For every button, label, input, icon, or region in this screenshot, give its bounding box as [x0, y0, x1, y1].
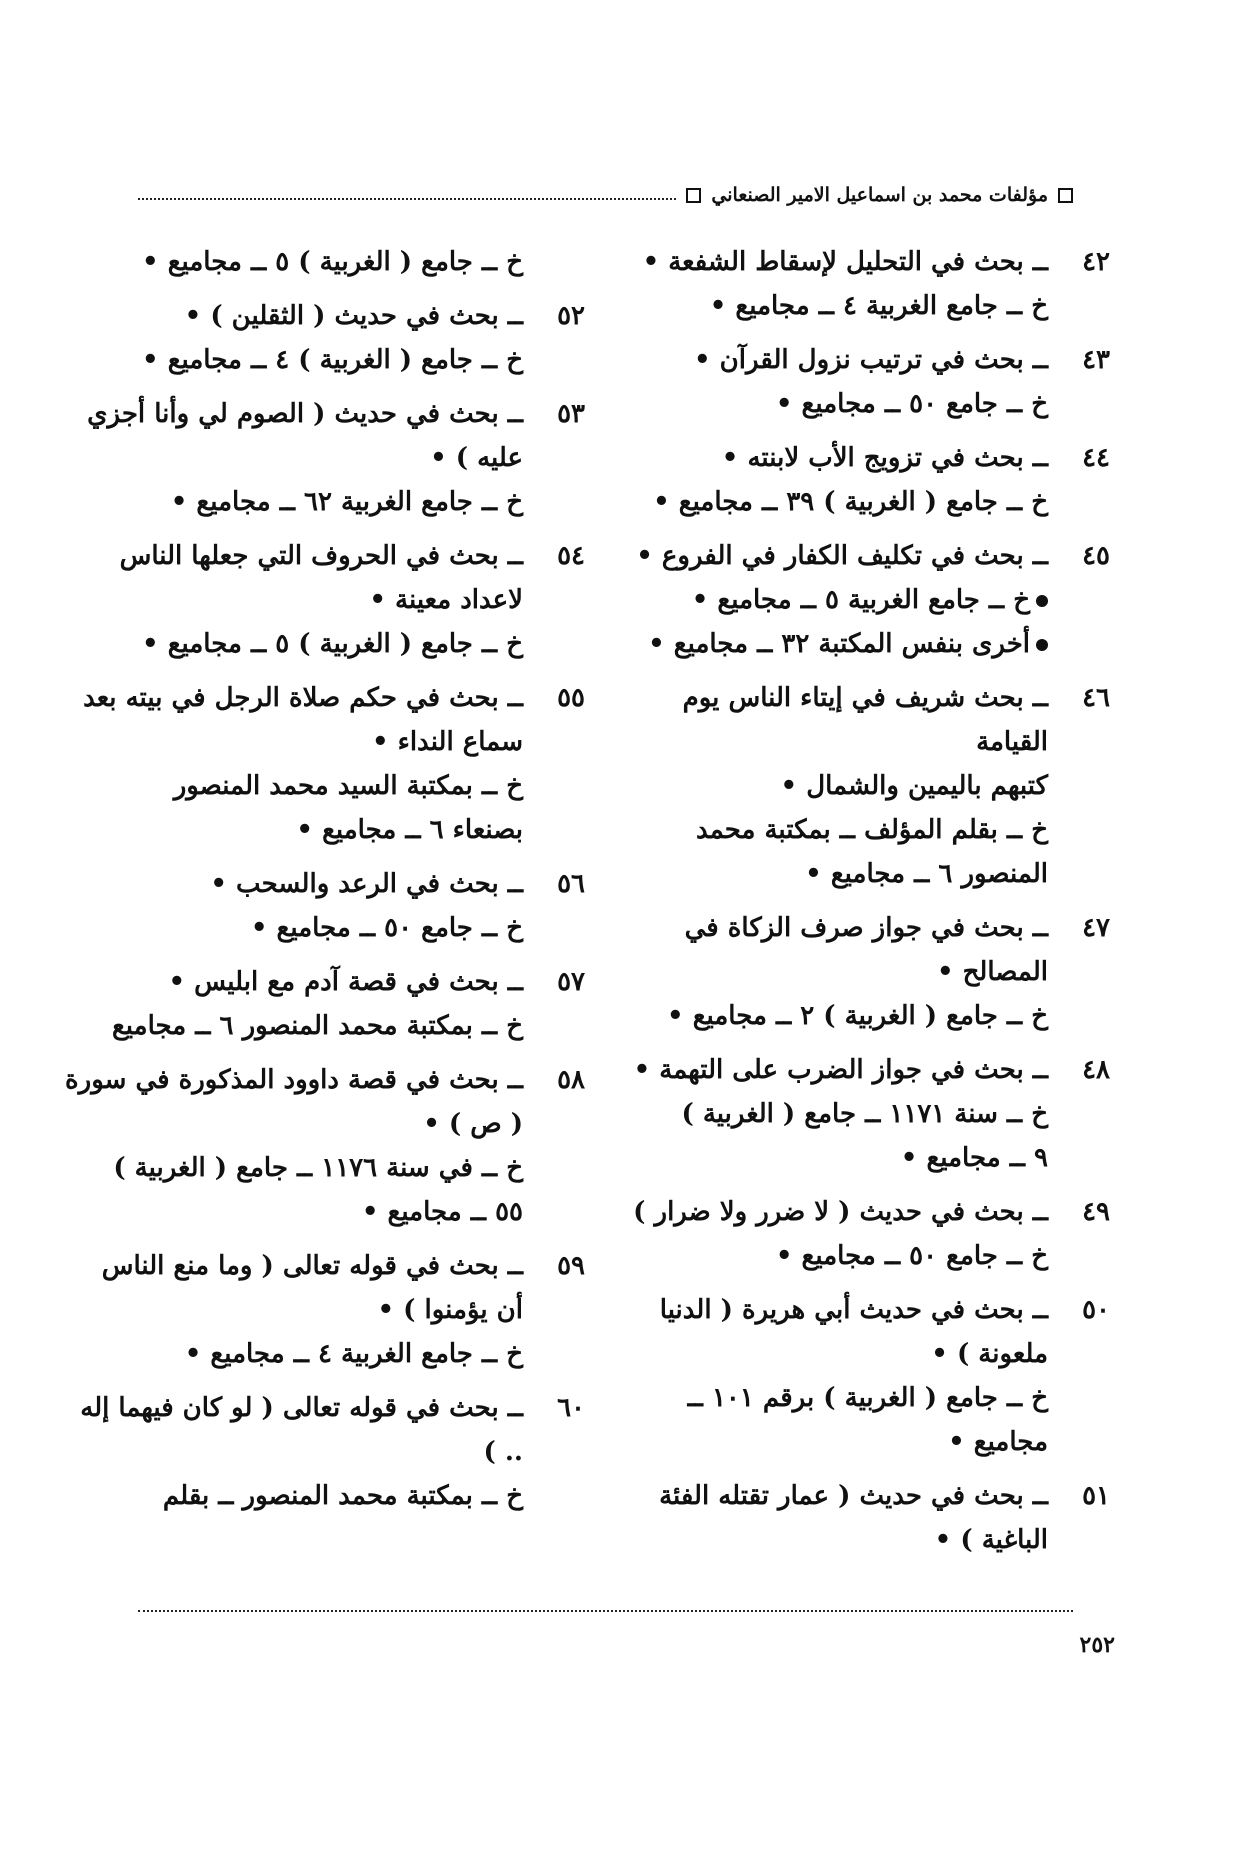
- entry-body: [65, 392, 523, 524]
- entry-manuscript-line: المنصور ٦ ــ مجاميع •: [805, 859, 1048, 889]
- entry-body: [620, 1048, 1048, 1180]
- entry-body: [620, 1288, 1048, 1464]
- entry-number: ٥٨: [557, 1065, 585, 1095]
- bibliography-entry: [620, 534, 1110, 666]
- entry-number: ٥١: [1082, 1481, 1110, 1511]
- bibliography-entry: [65, 240, 585, 284]
- entry-number: ٥٧: [557, 967, 585, 997]
- entry-manuscript-line: خ ــ بمكتبة محمد المنصور ٦ ــ مجاميع: [111, 1011, 523, 1041]
- entry-title-line: ــ بحث في قوله تعالى ( وما منع الناس: [101, 1251, 523, 1281]
- entry-title-line: ــ بحث في حديث ( الصوم لي وأنا أجزي: [87, 399, 523, 429]
- entry-body: [65, 676, 523, 852]
- entry-number: ٤٤: [1082, 443, 1110, 473]
- entry-manuscript-line: خ ــ في سنة ١١٧٦ ــ جامع ( الغربية ): [113, 1153, 523, 1183]
- entry-title-line: ملعونة ) •: [931, 1339, 1048, 1369]
- entry-body: [65, 1058, 523, 1234]
- entry-number: ٥٩: [557, 1251, 585, 1281]
- entry-body: [620, 534, 1048, 666]
- entry-title-line: ــ بحث في الحروف التي جعلها الناس: [119, 541, 523, 571]
- entry-title-line: ــ بحث في جواز صرف الزكاة في المصالح •: [684, 913, 1048, 987]
- header-dotted-rule: [138, 198, 676, 200]
- entry-manuscript-line: خ ــ بمكتبة السيد محمد المنصور: [173, 771, 523, 801]
- entry-manuscript-line: خ ــ جامع ( الغربية ) ٥ ــ مجاميع •: [142, 247, 523, 277]
- entry-number: ٤٨: [1082, 1055, 1110, 1085]
- bibliography-entry: [65, 534, 585, 666]
- entry-manuscript-line: ٥٥ ــ مجاميع •: [361, 1197, 523, 1227]
- entry-title-line: أن يؤمنوا ) •: [377, 1295, 523, 1325]
- entry-title-line: الباغية ) •: [934, 1525, 1048, 1555]
- entry-number: ٤٥: [1082, 541, 1110, 571]
- entry-body: [620, 676, 1048, 896]
- entry-manuscript-line: مجاميع •: [948, 1427, 1048, 1457]
- bullet-dot-icon: [1036, 639, 1048, 651]
- bibliography-entry: [620, 906, 1110, 1038]
- entry-title-line: كتبهم باليمين والشمال •: [780, 771, 1048, 801]
- entry-manuscript-line: خ ــ جامع الغربية ٦٢ ــ مجاميع •: [170, 487, 523, 517]
- entry-manuscript-line: خ ــ جامع ( الغربية ) ٤ ــ مجاميع •: [142, 345, 523, 375]
- entry-manuscript-line: خ ــ جامع ( الغربية ) برقم ١٠١ ــ: [687, 1383, 1048, 1413]
- entry-title-line: ــ بحث في حكم صلاة الرجل في بيته بعد: [83, 683, 523, 713]
- bibliography-entry: [620, 1048, 1110, 1180]
- entry-title-line: ــ بحث في ترتيب نزول القرآن •: [694, 345, 1048, 375]
- entry-title-line: ــ بحث شريف في إيتاء الناس يوم القيامة: [682, 683, 1048, 757]
- entry-title-line: سماع النداء •: [371, 727, 523, 757]
- entry-manuscript-line: خ ــ جامع ( الغربية ) ٣٩ ــ مجاميع •: [653, 487, 1048, 517]
- bullet-dot-icon: [1036, 595, 1048, 607]
- bibliography-entry: [620, 240, 1110, 328]
- entry-body: [65, 294, 523, 382]
- right-column: [620, 240, 1110, 1572]
- running-header-title: مؤلفات محمد بن اسماعيل الامير الصنعاني: [711, 184, 1048, 206]
- entry-number: ٥٣: [557, 399, 585, 429]
- bibliography-entry: [65, 676, 585, 852]
- entry-title-line: ــ بحث في قصة آدم مع ابليس •: [168, 967, 523, 997]
- entry-title-line: لاعداد معينة •: [369, 585, 523, 615]
- entry-body: [65, 240, 523, 284]
- entry-manuscript-line: خ ــ بمكتبة محمد المنصور ــ بقلم: [162, 1481, 523, 1511]
- entry-title-line: ــ بحث في قصة داوود المذكورة في سورة: [65, 1065, 523, 1095]
- entry-manuscript-line: خ ــ جامع ٥٠ ــ مجاميع •: [775, 1241, 1048, 1271]
- entry-body: [620, 906, 1048, 1038]
- bibliography-entry: [620, 1288, 1110, 1464]
- page-number: ٢٥٢: [1079, 1632, 1115, 1658]
- bibliography-entry: [65, 862, 585, 950]
- entry-body: [65, 862, 523, 950]
- entry-title-line: ــ بحث في حديث أبي هريرة ( الدنيا: [659, 1295, 1048, 1325]
- entry-number: ٥٤: [557, 541, 585, 571]
- bibliography-entry: [65, 1058, 585, 1234]
- entry-manuscript-line: خ ــ جامع ( الغربية ) ٢ ــ مجاميع •: [667, 1001, 1048, 1031]
- entry-title-line: ــ بحث في الرعد والسحب •: [210, 869, 523, 899]
- entry-manuscript-line: ٩ ــ مجاميع •: [900, 1143, 1048, 1173]
- header-square-right: [1058, 188, 1073, 203]
- entry-manuscript-line: خ ــ جامع ٥٠ ــ مجاميع •: [250, 913, 523, 943]
- entry-body: [620, 338, 1048, 426]
- entry-number: ٤٣: [1082, 345, 1110, 375]
- entry-title-line: ــ بحث في حديث ( لا ضرر ولا ضرار ): [633, 1197, 1048, 1227]
- bibliography-entry: [65, 294, 585, 382]
- entry-number: ٥٠: [1082, 1295, 1110, 1325]
- header-square-left: [686, 188, 701, 203]
- entry-number: ٦٠: [557, 1393, 585, 1423]
- bullet-text: خ ــ جامع الغربية ٥ ــ مجاميع •: [691, 585, 1030, 615]
- entry-title-line: ــ بحث في حديث ( عمار تقتله الفئة: [659, 1481, 1048, 1511]
- footer-dotted-rule: [138, 1610, 1073, 1612]
- entry-body: [65, 534, 523, 666]
- entry-number: ٥٦: [557, 869, 585, 899]
- bibliography-entry: [65, 392, 585, 524]
- entry-number: ٤٢: [1082, 247, 1110, 277]
- entry-title-line: ــ بحث في جواز الضرب على التهمة •: [633, 1055, 1048, 1085]
- entry-body: [620, 1190, 1048, 1278]
- bibliography-entry: [620, 1474, 1110, 1562]
- entry-body: [65, 1386, 523, 1518]
- entry-title-line: ــ بحث في تزويج الأب لابنته •: [721, 443, 1048, 473]
- entry-manuscript-line: خ ــ جامع الغربية ٤ ــ مجاميع •: [709, 291, 1048, 321]
- bibliography-entry: [620, 1190, 1110, 1278]
- bibliography-entry: [620, 436, 1110, 524]
- entry-number: [523, 240, 585, 284]
- entry-bullet-line: [620, 578, 1048, 622]
- entry-body: [65, 1244, 523, 1376]
- bibliography-entry: [620, 676, 1110, 896]
- entry-manuscript-line: خ ــ جامع ( الغربية ) ٥ ــ مجاميع •: [142, 629, 523, 659]
- entry-title-line: ــ بحث في حديث ( الثقلين ) •: [184, 301, 523, 331]
- running-header: [138, 178, 1073, 212]
- entry-title-line: ــ بحث في التحليل لإسقاط الشفعة •: [642, 247, 1048, 277]
- entry-manuscript-line: خ ــ جامع الغربية ٤ ــ مجاميع •: [184, 1339, 523, 1369]
- bibliography-entry: [65, 1386, 585, 1518]
- entry-manuscript-line: خ ــ سنة ١١٧١ ــ جامع ( الغربية ): [681, 1099, 1048, 1129]
- entry-number: ٥٢: [557, 301, 585, 331]
- entry-body: [65, 960, 523, 1048]
- entry-body: [620, 436, 1048, 524]
- entry-title-line: ــ بحث في قوله تعالى ( لو كان فيهما إله .. ): [80, 1393, 523, 1467]
- left-column: [65, 240, 585, 1528]
- entry-manuscript-line: بصنعاء ٦ ــ مجاميع •: [296, 815, 523, 845]
- entry-title-line: ( ص ) •: [423, 1109, 523, 1139]
- bibliography-entry: [65, 1244, 585, 1376]
- bullet-text: أخرى بنفس المكتبة ٣٢ ــ مجاميع •: [648, 629, 1030, 659]
- entry-bullet-line: [620, 622, 1048, 666]
- entry-title-line: ــ بحث في تكليف الكفار في الفروع •: [636, 541, 1048, 571]
- bibliography-entry: [620, 338, 1110, 426]
- entry-manuscript-line: خ ــ بقلم المؤلف ــ بمكتبة محمد: [696, 815, 1048, 845]
- entry-number: ٤٧: [1082, 913, 1110, 943]
- entry-number: ٥٥: [557, 683, 585, 713]
- entry-body: [620, 1474, 1048, 1562]
- entry-body: [620, 240, 1048, 328]
- bibliography-entry: [65, 960, 585, 1048]
- entry-number: ٤٩: [1082, 1197, 1110, 1227]
- entry-number: ٤٦: [1082, 683, 1110, 713]
- entry-manuscript-line: خ ــ جامع ٥٠ ــ مجاميع •: [775, 389, 1048, 419]
- entry-title-line: عليه ) •: [430, 443, 523, 473]
